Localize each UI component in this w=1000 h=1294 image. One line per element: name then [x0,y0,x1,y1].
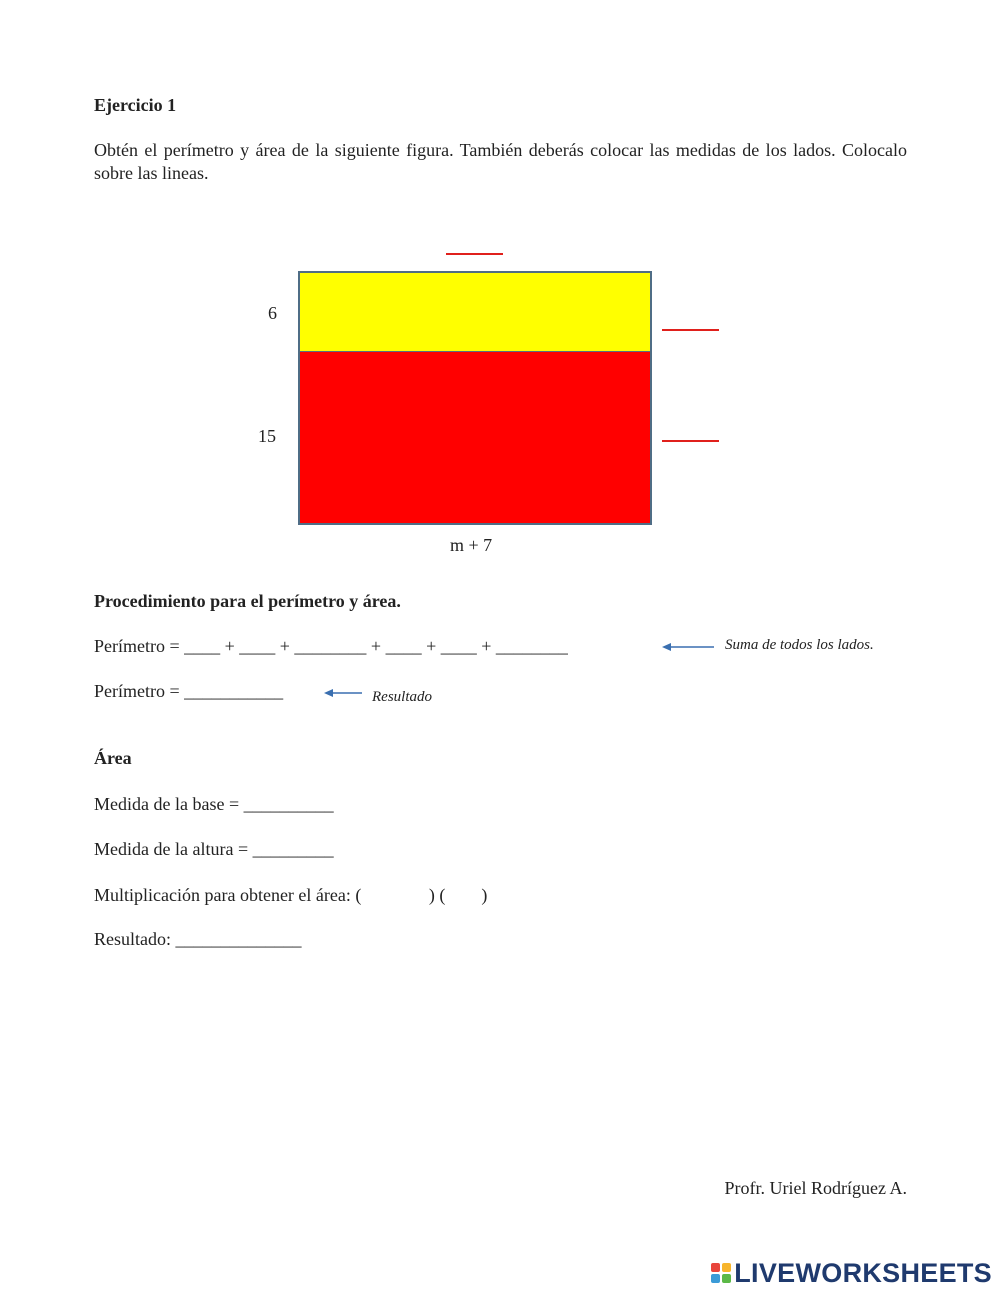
exercise-heading: Ejercicio 1 [94,95,177,115]
area-title: Área [94,748,132,768]
answer-line-right-bottom[interactable] [662,440,719,442]
instructions-line-2: Colocalo sobre las lineas. [94,140,907,183]
multiplication-row[interactable]: Multiplicación para obtener el área: ( ) ( ) [94,885,488,905]
instructions [94,139,907,185]
label-base: m + 7 [450,535,493,555]
perimeter-sum-row[interactable]: Perímetro = ____ + ____ + ________ + ____ + ____ + ________ [94,636,568,656]
label-top-height: 6 [268,303,277,323]
label-bottom-height: 15 [258,426,276,446]
arrow-left-icon [322,686,364,700]
answer-line-right-top[interactable] [662,329,719,331]
height-measure-row[interactable]: Medida de la altura = _________ [94,839,334,859]
instructions-line-1: Obtén el perímetro y área de la siguiente figura. También deberás colocar las medidas de los lados. [94,140,836,160]
signature: Profr. Uriel Rodríguez A. [724,1178,907,1198]
area-result-row[interactable]: Resultado: ______________ [94,929,302,949]
answer-line-top[interactable] [446,253,503,255]
procedure-title: Procedimiento para el perímetro y área. [94,591,401,611]
perimeter-result-row[interactable]: Perímetro = ___________ [94,681,284,701]
logo-text: LIVEWORKSHEETS [734,1257,992,1288]
perimeter-result-note: Resultado [372,689,432,705]
perimeter-sum-note: Suma de todos los lados. [725,637,874,653]
figure-outline [298,271,652,525]
figure-divider [299,351,650,352]
liveworksheets-logo-icon [711,1263,731,1283]
arrow-left-icon [660,640,716,654]
base-measure-row[interactable]: Medida de la base = __________ [94,794,334,814]
liveworksheets-logo[interactable] [711,1258,992,1288]
